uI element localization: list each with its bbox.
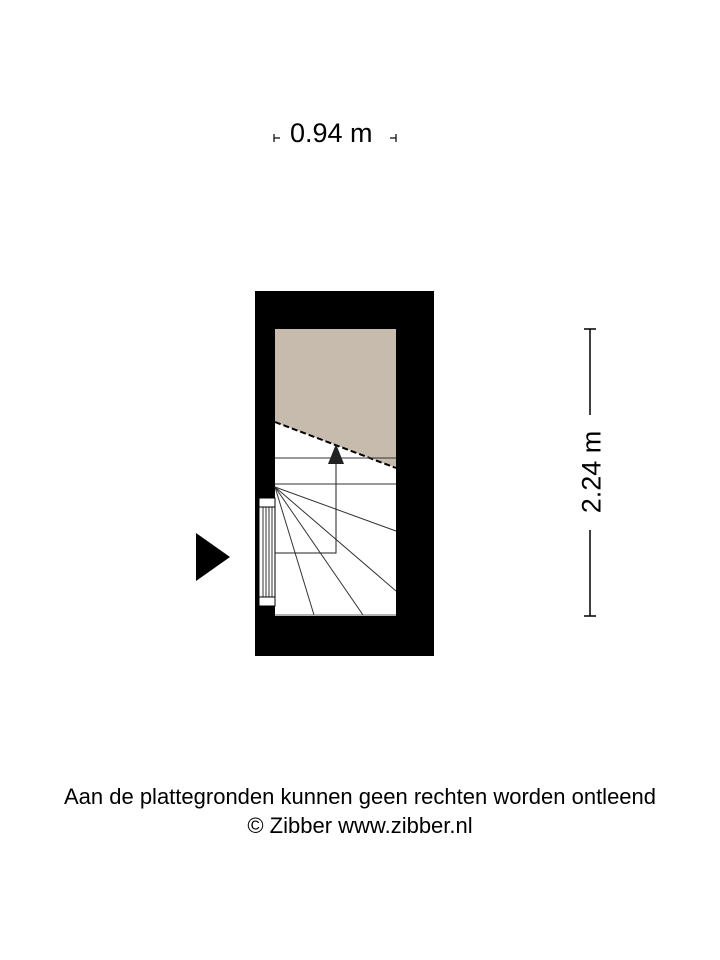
- window: [259, 498, 275, 606]
- disclaimer-text: Aan de plattegronden kunnen geen rechten worden ontleend: [63, 784, 657, 809]
- entrance-arrow-icon: [196, 533, 230, 581]
- width-dimension-label: 0.94 m: [290, 118, 373, 148]
- height-dimension-label: 2.24 m: [576, 430, 607, 514]
- copyright-text: © Zibber www.zibber.nl: [247, 813, 473, 838]
